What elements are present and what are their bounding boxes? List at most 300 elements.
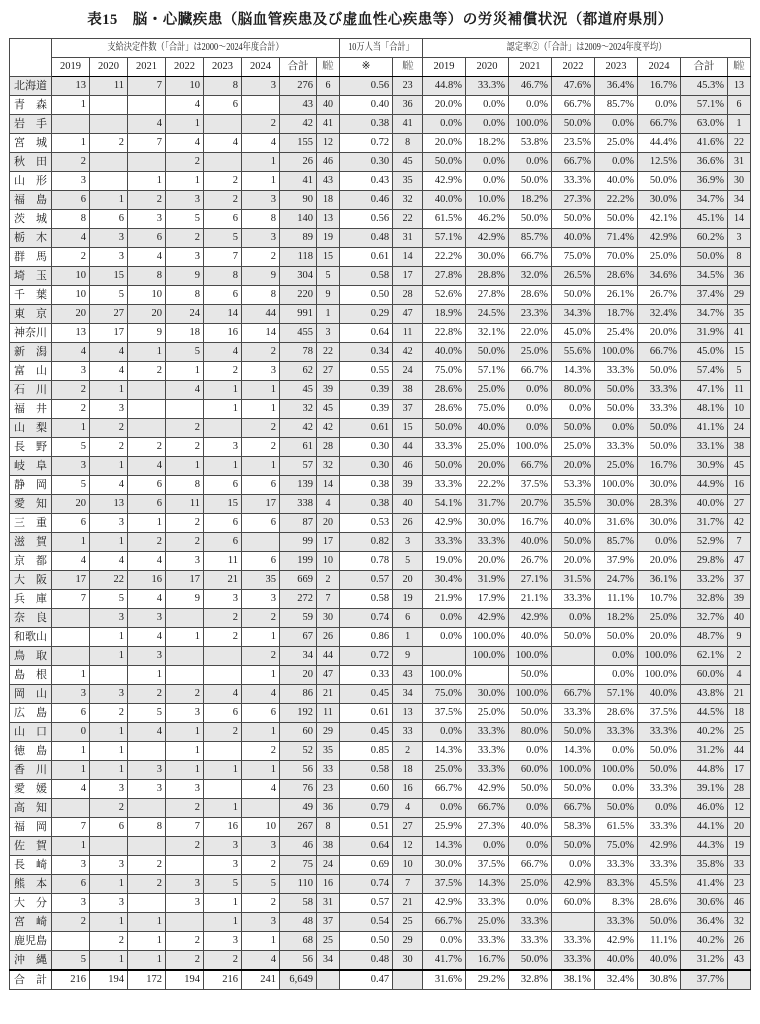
table-row bbox=[9, 742, 750, 761]
count-cell bbox=[127, 894, 165, 913]
rate-cell: 80.0% bbox=[552, 381, 595, 400]
prefecture-cell: 福島 bbox=[9, 191, 51, 210]
per100k-cell: 0.38 bbox=[340, 115, 393, 134]
count-cell bbox=[165, 400, 203, 419]
rate-rank-cell: 4 bbox=[728, 666, 751, 685]
count-total-cell: 304 bbox=[279, 267, 316, 286]
rate-cell: 37.5% bbox=[509, 476, 552, 495]
rate-rank-cell: 13 bbox=[728, 77, 751, 96]
count-cell: 1 bbox=[165, 628, 203, 647]
count-cell: 3 bbox=[51, 685, 89, 704]
rate-rank-cell: 32 bbox=[728, 913, 751, 932]
count-cell: 13 bbox=[51, 77, 89, 96]
count-cell: 1 bbox=[127, 951, 165, 971]
count-cell: 2 bbox=[51, 913, 89, 932]
count-cell: 1 bbox=[51, 533, 89, 552]
count-cell: 2 bbox=[203, 723, 241, 742]
rate-cell: 27.8% bbox=[466, 286, 509, 305]
count-cell: 2 bbox=[165, 229, 203, 248]
rate-cell: 22.8% bbox=[423, 324, 466, 343]
count-cell: 3 bbox=[241, 913, 279, 932]
table-row bbox=[9, 837, 750, 856]
count-cell: 7 bbox=[51, 818, 89, 837]
count-total-cell: 42 bbox=[279, 115, 316, 134]
per100k-cell: 0.50 bbox=[340, 932, 393, 951]
count-cell: 1 bbox=[203, 799, 241, 818]
rate-cell: 30.0% bbox=[638, 514, 681, 533]
count-cell: 4 bbox=[127, 590, 165, 609]
count-cell bbox=[51, 799, 89, 818]
per100k-rank-cell: 37 bbox=[393, 400, 423, 419]
per100k-rank-cell: 33 bbox=[393, 723, 423, 742]
per100k-rank-cell: 8 bbox=[393, 134, 423, 153]
table-row bbox=[9, 932, 750, 951]
count-rank-cell: 5 bbox=[316, 267, 339, 286]
table-row bbox=[9, 153, 750, 172]
count-cell bbox=[51, 628, 89, 647]
count-cell: 2 bbox=[51, 153, 89, 172]
table-row bbox=[9, 533, 750, 552]
count-rank-cell: 29 bbox=[316, 723, 339, 742]
count-cell bbox=[89, 115, 127, 134]
count-rank-cell: 28 bbox=[316, 438, 339, 457]
count-cell: 3 bbox=[241, 362, 279, 381]
rate-cell: 50.0% bbox=[595, 628, 638, 647]
rate-cell: 18.7% bbox=[595, 305, 638, 324]
rate-cell: 100.0% bbox=[595, 476, 638, 495]
per100k-rank-cell: 15 bbox=[393, 419, 423, 438]
count-cell: 6 bbox=[51, 875, 89, 894]
rate-cell: 0.0% bbox=[509, 894, 552, 913]
prefecture-cell: 京都 bbox=[9, 552, 51, 571]
count-total-cell: 43 bbox=[279, 96, 316, 115]
rate-cell: 42.9% bbox=[509, 609, 552, 628]
col-header-rank: 順位 bbox=[393, 58, 423, 77]
count-cell: 7 bbox=[51, 590, 89, 609]
rate-rank-cell: 11 bbox=[728, 381, 751, 400]
corner-cell bbox=[9, 39, 51, 77]
prefecture-cell: 大阪 bbox=[9, 571, 51, 590]
rate-cell: 0.0% bbox=[552, 856, 595, 875]
rate-cell: 33.3% bbox=[552, 932, 595, 951]
rate-cell: 25.0% bbox=[466, 438, 509, 457]
rate-cell: 46.7% bbox=[509, 77, 552, 96]
count-total-cell: 20 bbox=[279, 666, 316, 685]
count-cell: 1 bbox=[51, 742, 89, 761]
rate-cell: 75.0% bbox=[552, 248, 595, 267]
table-row bbox=[9, 514, 750, 533]
rate-cell: 66.7% bbox=[552, 96, 595, 115]
count-cell: 4 bbox=[203, 134, 241, 153]
rate-cell: 18.9% bbox=[423, 305, 466, 324]
rate-cell: 0.0% bbox=[466, 115, 509, 134]
rate-rank-cell: 21 bbox=[728, 685, 751, 704]
rate-cell: 75.0% bbox=[466, 400, 509, 419]
rate-cell: 33.3% bbox=[595, 856, 638, 875]
count-total-cell: 276 bbox=[279, 77, 316, 96]
per100k-cell: 0.46 bbox=[340, 191, 393, 210]
count-rank-cell: 47 bbox=[316, 666, 339, 685]
rate-total-cell: 41.1% bbox=[681, 419, 728, 438]
count-cell: 1 bbox=[241, 723, 279, 742]
rate-cell: 23.5% bbox=[552, 134, 595, 153]
count-cell: 2 bbox=[241, 609, 279, 628]
prefecture-cell: 群馬 bbox=[9, 248, 51, 267]
rate-cell: 0.0% bbox=[509, 153, 552, 172]
rate-cell: 20.0% bbox=[423, 96, 466, 115]
rate-cell: 100.0% bbox=[552, 761, 595, 780]
rate-total-cell: 44.3% bbox=[681, 837, 728, 856]
rate-total-cell: 34.5% bbox=[681, 267, 728, 286]
count-cell: 2 bbox=[165, 153, 203, 172]
prefecture-cell: 東京 bbox=[9, 305, 51, 324]
count-cell: 3 bbox=[89, 894, 127, 913]
rate-cell: 42.9% bbox=[423, 172, 466, 191]
rate-cell: 34.3% bbox=[552, 305, 595, 324]
rate-cell: 33.3% bbox=[466, 742, 509, 761]
count-cell: 10 bbox=[51, 286, 89, 305]
per100k-cell: 0.61 bbox=[340, 704, 393, 723]
col-header-year: 2021 bbox=[509, 58, 552, 77]
rate-total-cell: 30.6% bbox=[681, 894, 728, 913]
rate-total-cell: 57.1% bbox=[681, 96, 728, 115]
rate-cell: 75.0% bbox=[595, 837, 638, 856]
count-rank-cell: 3 bbox=[316, 324, 339, 343]
table-row bbox=[9, 134, 750, 153]
per100k-rank-cell: 44 bbox=[393, 438, 423, 457]
rate-cell: 16.7% bbox=[638, 77, 681, 96]
rate-cell bbox=[466, 666, 509, 685]
count-cell: 4 bbox=[127, 628, 165, 647]
rate-cell: 83.3% bbox=[595, 875, 638, 894]
count-rank-cell: 26 bbox=[316, 628, 339, 647]
per100k-rank-cell: 35 bbox=[393, 172, 423, 191]
count-cell: 241 bbox=[241, 970, 279, 990]
rate-cell: 50.0% bbox=[552, 723, 595, 742]
rate-cell: 60.0% bbox=[552, 894, 595, 913]
rate-total-cell: 63.0% bbox=[681, 115, 728, 134]
rate-cell: 50.0% bbox=[638, 419, 681, 438]
count-cell: 8 bbox=[127, 267, 165, 286]
count-cell: 4 bbox=[241, 951, 279, 971]
rate-cell: 50.0% bbox=[423, 419, 466, 438]
rate-rank-cell: 31 bbox=[728, 153, 751, 172]
prefecture-cell: 宮城 bbox=[9, 134, 51, 153]
rate-cell: 20.0% bbox=[423, 134, 466, 153]
rate-total-cell: 43.8% bbox=[681, 685, 728, 704]
rate-cell: 33.3% bbox=[638, 400, 681, 419]
count-cell: 4 bbox=[203, 685, 241, 704]
rate-rank-cell: 23 bbox=[728, 875, 751, 894]
rate-total-cell: 31.9% bbox=[681, 324, 728, 343]
per100k-cell: 0.79 bbox=[340, 799, 393, 818]
rate-total-cell: 36.6% bbox=[681, 153, 728, 172]
count-cell bbox=[127, 153, 165, 172]
per100k-cell: 0.58 bbox=[340, 761, 393, 780]
count-cell: 4 bbox=[241, 685, 279, 704]
rate-cell: 33.3% bbox=[509, 932, 552, 951]
count-cell: 6 bbox=[203, 704, 241, 723]
per100k-rank-cell: 29 bbox=[393, 932, 423, 951]
per100k-rank-cell: 21 bbox=[393, 894, 423, 913]
rate-cell: 14.3% bbox=[423, 742, 466, 761]
per100k-cell: 0.58 bbox=[340, 590, 393, 609]
rate-cell: 35.5% bbox=[552, 495, 595, 514]
count-total-cell: 76 bbox=[279, 780, 316, 799]
count-rank-cell: 8 bbox=[316, 818, 339, 837]
rate-cell: 38.1% bbox=[552, 970, 595, 990]
prefecture-cell: 山形 bbox=[9, 172, 51, 191]
col-header-year: 2023 bbox=[595, 58, 638, 77]
count-cell: 1 bbox=[89, 191, 127, 210]
rate-rank-cell: 26 bbox=[728, 932, 751, 951]
rate-cell: 50.0% bbox=[509, 780, 552, 799]
count-cell: 6 bbox=[127, 476, 165, 495]
count-rank-cell: 9 bbox=[316, 286, 339, 305]
rate-cell: 17.9% bbox=[466, 590, 509, 609]
count-cell: 2 bbox=[127, 856, 165, 875]
table-row bbox=[9, 913, 750, 932]
rate-cell: 27.3% bbox=[466, 818, 509, 837]
count-rank-cell: 37 bbox=[316, 913, 339, 932]
rate-cell: 42.9% bbox=[466, 609, 509, 628]
prefecture-cell: 合計 bbox=[9, 970, 51, 990]
rate-cell: 25.9% bbox=[423, 818, 466, 837]
per100k-rank-cell: 11 bbox=[393, 324, 423, 343]
rate-cell: 16.7% bbox=[466, 951, 509, 971]
rate-cell: 0.0% bbox=[638, 533, 681, 552]
count-cell: 1 bbox=[241, 172, 279, 191]
count-cell: 2 bbox=[165, 799, 203, 818]
rate-cell: 66.7% bbox=[423, 913, 466, 932]
count-cell: 3 bbox=[165, 780, 203, 799]
rate-cell: 0.0% bbox=[466, 172, 509, 191]
count-cell: 3 bbox=[51, 856, 89, 875]
rate-rank-cell: 42 bbox=[728, 514, 751, 533]
per100k-cell: 0.47 bbox=[340, 970, 393, 990]
per100k-rank-cell: 14 bbox=[393, 248, 423, 267]
prefecture-cell: 和歌山 bbox=[9, 628, 51, 647]
count-cell: 1 bbox=[89, 628, 127, 647]
count-rank-cell: 36 bbox=[316, 799, 339, 818]
count-cell: 3 bbox=[241, 191, 279, 210]
per100k-rank-cell: 36 bbox=[393, 96, 423, 115]
rate-rank-cell: 46 bbox=[728, 894, 751, 913]
table-row bbox=[9, 343, 750, 362]
count-rank-cell: 40 bbox=[316, 96, 339, 115]
rate-cell: 33.3% bbox=[509, 913, 552, 932]
count-rank-cell: 18 bbox=[316, 191, 339, 210]
rate-cell: 40.0% bbox=[466, 419, 509, 438]
rate-cell: 57.1% bbox=[595, 685, 638, 704]
group-header-counts: 支給決定件数（「合計」は2000〜2024年度合計） bbox=[51, 39, 339, 58]
count-cell: 3 bbox=[203, 856, 241, 875]
rate-cell: 33.3% bbox=[595, 723, 638, 742]
rate-cell: 0.0% bbox=[595, 647, 638, 666]
rate-rank-cell: 10 bbox=[728, 400, 751, 419]
count-rank-cell: 15 bbox=[316, 248, 339, 267]
per100k-cell: 0.56 bbox=[340, 77, 393, 96]
count-total-cell: 42 bbox=[279, 419, 316, 438]
rate-rank-cell: 40 bbox=[728, 609, 751, 628]
count-cell bbox=[203, 780, 241, 799]
rate-cell: 0.0% bbox=[595, 666, 638, 685]
rate-rank-cell: 24 bbox=[728, 419, 751, 438]
count-cell: 1 bbox=[89, 381, 127, 400]
count-cell bbox=[89, 172, 127, 191]
rate-cell: 33.3% bbox=[423, 476, 466, 495]
count-cell: 10 bbox=[241, 818, 279, 837]
count-cell: 2 bbox=[165, 438, 203, 457]
rate-rank-cell: 18 bbox=[728, 704, 751, 723]
per100k-cell: 0.61 bbox=[340, 419, 393, 438]
count-cell bbox=[127, 837, 165, 856]
rate-cell: 33.3% bbox=[466, 723, 509, 742]
count-cell: 1 bbox=[89, 913, 127, 932]
col-header-rank: 順位 bbox=[728, 58, 751, 77]
count-cell: 9 bbox=[165, 267, 203, 286]
count-cell: 7 bbox=[127, 134, 165, 153]
rate-rank-cell: 43 bbox=[728, 951, 751, 971]
per100k-rank-cell: 28 bbox=[393, 286, 423, 305]
prefecture-cell: 山梨 bbox=[9, 419, 51, 438]
count-cell: 13 bbox=[89, 495, 127, 514]
rate-rank-cell bbox=[728, 970, 751, 990]
rate-cell: 75.0% bbox=[423, 685, 466, 704]
count-rank-cell: 32 bbox=[316, 457, 339, 476]
count-total-cell: 99 bbox=[279, 533, 316, 552]
per100k-cell: 0.78 bbox=[340, 552, 393, 571]
count-cell: 1 bbox=[127, 666, 165, 685]
rate-cell: 40.0% bbox=[509, 628, 552, 647]
count-cell: 8 bbox=[127, 818, 165, 837]
prefecture-cell: 愛媛 bbox=[9, 780, 51, 799]
count-cell: 1 bbox=[89, 533, 127, 552]
per100k-cell: 0.43 bbox=[340, 172, 393, 191]
rate-cell: 66.7% bbox=[552, 799, 595, 818]
count-cell bbox=[165, 609, 203, 628]
prefecture-cell: 福井 bbox=[9, 400, 51, 419]
count-cell: 15 bbox=[203, 495, 241, 514]
count-cell: 3 bbox=[89, 248, 127, 267]
rate-cell: 37.5% bbox=[423, 704, 466, 723]
count-cell: 1 bbox=[165, 723, 203, 742]
count-total-cell: 338 bbox=[279, 495, 316, 514]
per100k-rank-cell: 31 bbox=[393, 229, 423, 248]
rate-total-cell: 34.7% bbox=[681, 305, 728, 324]
count-cell: 14 bbox=[203, 305, 241, 324]
prefecture-cell: 新潟 bbox=[9, 343, 51, 362]
count-cell: 2 bbox=[51, 400, 89, 419]
per100k-rank-cell: 41 bbox=[393, 115, 423, 134]
count-cell bbox=[203, 742, 241, 761]
rate-cell: 33.3% bbox=[638, 780, 681, 799]
rate-cell: 32.8% bbox=[509, 970, 552, 990]
rate-total-cell: 40.2% bbox=[681, 932, 728, 951]
count-rank-cell: 20 bbox=[316, 514, 339, 533]
count-cell: 1 bbox=[127, 172, 165, 191]
count-cell: 8 bbox=[241, 210, 279, 229]
count-cell: 3 bbox=[89, 685, 127, 704]
table-row bbox=[9, 381, 750, 400]
count-cell: 16 bbox=[203, 818, 241, 837]
rate-total-cell: 48.1% bbox=[681, 400, 728, 419]
rate-total-cell: 36.4% bbox=[681, 913, 728, 932]
count-cell: 5 bbox=[165, 343, 203, 362]
count-total-cell: 87 bbox=[279, 514, 316, 533]
rate-cell: 31.6% bbox=[595, 514, 638, 533]
prefecture-cell: 神奈川 bbox=[9, 324, 51, 343]
col-header-per100k-symbol: ※ bbox=[340, 58, 393, 77]
count-cell: 1 bbox=[165, 457, 203, 476]
rate-cell: 30.0% bbox=[638, 476, 681, 495]
count-cell: 3 bbox=[89, 229, 127, 248]
count-cell: 1 bbox=[89, 647, 127, 666]
count-rank-cell: 33 bbox=[316, 761, 339, 780]
rate-cell: 40.0% bbox=[552, 229, 595, 248]
table-row bbox=[9, 951, 750, 971]
table-row bbox=[9, 685, 750, 704]
rate-cell: 71.4% bbox=[595, 229, 638, 248]
count-cell: 2 bbox=[51, 248, 89, 267]
count-cell: 7 bbox=[165, 818, 203, 837]
rate-rank-cell: 16 bbox=[728, 476, 751, 495]
table-row bbox=[9, 666, 750, 685]
count-cell: 17 bbox=[165, 571, 203, 590]
count-cell: 5 bbox=[89, 590, 127, 609]
rate-cell: 33.3% bbox=[638, 381, 681, 400]
rate-cell: 28.6% bbox=[595, 704, 638, 723]
rate-rank-cell: 25 bbox=[728, 723, 751, 742]
count-cell: 1 bbox=[51, 666, 89, 685]
rate-cell: 42.9% bbox=[466, 229, 509, 248]
count-cell: 2 bbox=[241, 419, 279, 438]
per100k-rank-cell: 25 bbox=[393, 913, 423, 932]
count-cell: 5 bbox=[89, 286, 127, 305]
rate-cell: 30.0% bbox=[638, 191, 681, 210]
count-cell: 3 bbox=[127, 761, 165, 780]
rate-rank-cell: 8 bbox=[728, 248, 751, 267]
prefecture-cell: 岡山 bbox=[9, 685, 51, 704]
count-cell bbox=[51, 932, 89, 951]
count-cell: 9 bbox=[165, 590, 203, 609]
rate-cell: 28.6% bbox=[509, 286, 552, 305]
count-cell: 194 bbox=[89, 970, 127, 990]
rate-rank-cell: 15 bbox=[728, 343, 751, 362]
count-cell: 5 bbox=[203, 875, 241, 894]
table-row bbox=[9, 96, 750, 115]
count-cell: 6 bbox=[203, 533, 241, 552]
rate-cell: 50.0% bbox=[595, 400, 638, 419]
rate-cell: 26.7% bbox=[638, 286, 681, 305]
rate-cell: 0.0% bbox=[509, 96, 552, 115]
rate-cell: 20.0% bbox=[638, 552, 681, 571]
count-cell: 4 bbox=[51, 552, 89, 571]
count-rank-cell: 23 bbox=[316, 780, 339, 799]
rate-cell: 25.0% bbox=[509, 875, 552, 894]
per100k-rank-cell: 45 bbox=[393, 153, 423, 172]
count-total-cell: 272 bbox=[279, 590, 316, 609]
group-header-per100k: 10万人当「合計」 bbox=[340, 39, 423, 58]
rate-cell: 66.7% bbox=[638, 343, 681, 362]
count-rank-cell: 11 bbox=[316, 704, 339, 723]
per100k-rank-cell: 43 bbox=[393, 666, 423, 685]
rate-cell: 44.8% bbox=[423, 77, 466, 96]
col-header-year: 2023 bbox=[203, 58, 241, 77]
prefecture-cell: 静岡 bbox=[9, 476, 51, 495]
count-cell: 3 bbox=[89, 856, 127, 875]
count-cell: 24 bbox=[165, 305, 203, 324]
